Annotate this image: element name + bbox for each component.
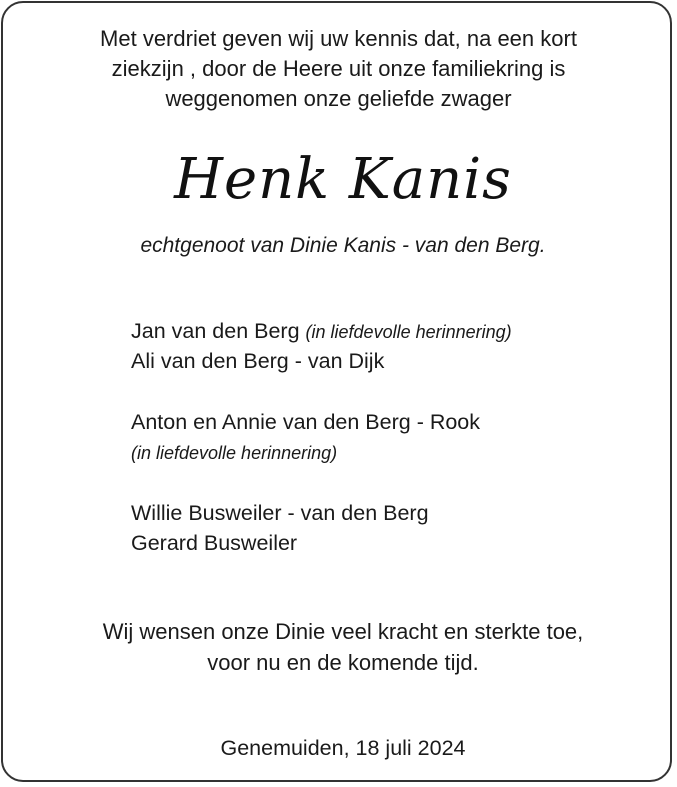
family-name: Ali van den Berg - van Dijk: [131, 349, 385, 373]
deceased-name: Henk Kanis: [174, 147, 512, 212]
wish-text: [0, 616, 677, 678]
intro-line-1: Met verdriet geven wij uw kennis dat, na een kort: [100, 26, 577, 51]
family-entry: [131, 498, 512, 528]
wish-line-2: voor nu en de komende tijd.: [207, 650, 479, 675]
memorial-note: (in liefdevolle herinnering): [131, 443, 338, 463]
intro-line-2: ziekzijn , door de Heere uit onze familiekring is: [111, 56, 566, 81]
family-name: Anton en Annie van den Berg - Rook: [131, 410, 481, 434]
family-name: Jan van den Berg: [131, 319, 300, 343]
family-name: Willie Busweiler - van den Berg: [131, 501, 429, 525]
intro-text: [0, 24, 677, 114]
spouse-line: echtgenoot van Dinie Kanis - van den Berg.: [140, 234, 546, 257]
family-entry: [131, 407, 512, 437]
intro-line-3: weggenomen onze geliefde zwager: [165, 86, 512, 111]
family-list: [131, 316, 512, 558]
place-date: Genemuiden, 18 juli 2024: [220, 736, 466, 760]
wish-line-1: Wij wensen onze Dinie veel kracht en sterkte toe,: [102, 619, 584, 644]
family-name: Gerard Busweiler: [131, 531, 298, 555]
family-entry: [131, 437, 512, 467]
memorial-note: (in liefdevolle herinnering): [305, 322, 512, 342]
family-entry: [131, 346, 512, 376]
family-entry: [131, 528, 512, 558]
family-entry: [131, 316, 512, 346]
